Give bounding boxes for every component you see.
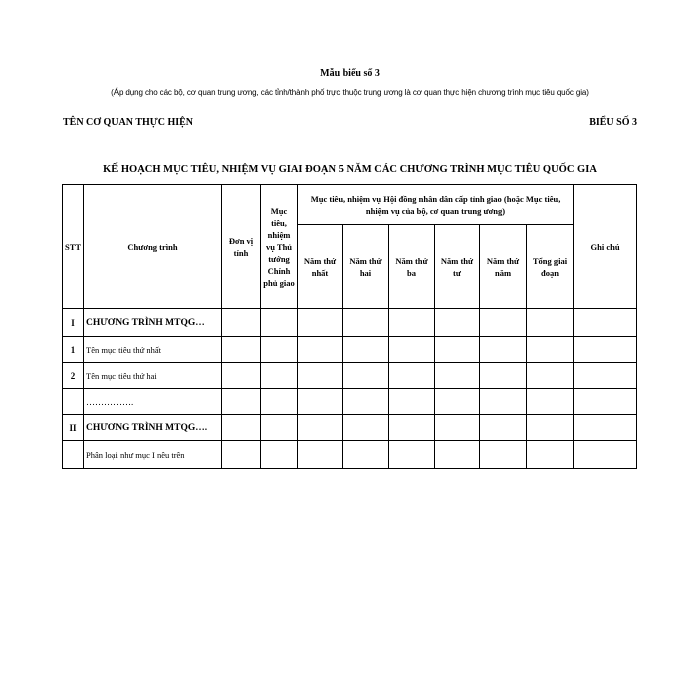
row-stt: [63, 389, 84, 415]
row-stt: II: [63, 415, 84, 441]
header-stt: STT: [63, 185, 84, 309]
header-year-5: Năm thứ năm: [480, 225, 527, 309]
table-row: [63, 337, 637, 363]
header-total: Tổng giai đoạn: [527, 225, 574, 309]
table-row: [63, 363, 637, 389]
header-gov-target: Mục tiêu, nhiệm vụ Thủ tướng Chính phủ giao: [261, 185, 298, 309]
form-code: BIỂU SỐ 3: [589, 117, 637, 128]
plan-table: [62, 184, 637, 469]
header-year-3: Năm thứ ba: [389, 225, 435, 309]
table-row: [63, 389, 637, 415]
row-program: …………….: [84, 389, 222, 415]
applicability-note: (Áp dụng cho các bộ, cơ quan trung ương, các tỉnh/thành phố trực thuộc trung ương là cơ quan thực hiện chương trình mục tiêu quốc gia): [111, 88, 589, 97]
header-council-group: Mục tiêu, nhiệm vụ Hội đồng nhân dân cấp tỉnh giao (hoặc Mục tiêu, nhiệm vụ của bộ, cơ quan trung ương): [298, 185, 574, 225]
header-year-1: Năm thứ nhất: [298, 225, 343, 309]
row-stt: I: [63, 309, 84, 337]
row-program: Phân loại như mục I nêu trên: [84, 441, 222, 469]
header-unit: Đơn vị tính: [222, 185, 261, 309]
row-program: CHƯƠNG TRÌNH MTQG…: [84, 309, 222, 337]
header-note: Ghi chú: [574, 185, 637, 309]
form-number: Mẫu biểu số 3: [320, 68, 380, 79]
header-year-4: Năm thứ tư: [435, 225, 480, 309]
header-program: Chương trình: [84, 185, 222, 309]
table-row: [63, 415, 637, 441]
table-row: [63, 441, 637, 469]
row-program: Tên mục tiêu thứ hai: [84, 363, 222, 389]
row-program: Tên mục tiêu thứ nhất: [84, 337, 222, 363]
table-row: [63, 309, 637, 337]
header-year-2: Năm thứ hai: [343, 225, 389, 309]
row-stt: 2: [63, 363, 84, 389]
row-program: CHƯƠNG TRÌNH MTQG….: [84, 415, 222, 441]
document-title: KẾ HOẠCH MỤC TIÊU, NHIỆM VỤ GIAI ĐOẠN 5 NĂM CÁC CHƯƠNG TRÌNH MỤC TIÊU QUỐC GIA: [103, 164, 597, 175]
row-stt: [63, 441, 84, 469]
row-stt: 1: [63, 337, 84, 363]
agency-label: TÊN CƠ QUAN THỰC HIỆN: [63, 117, 194, 128]
